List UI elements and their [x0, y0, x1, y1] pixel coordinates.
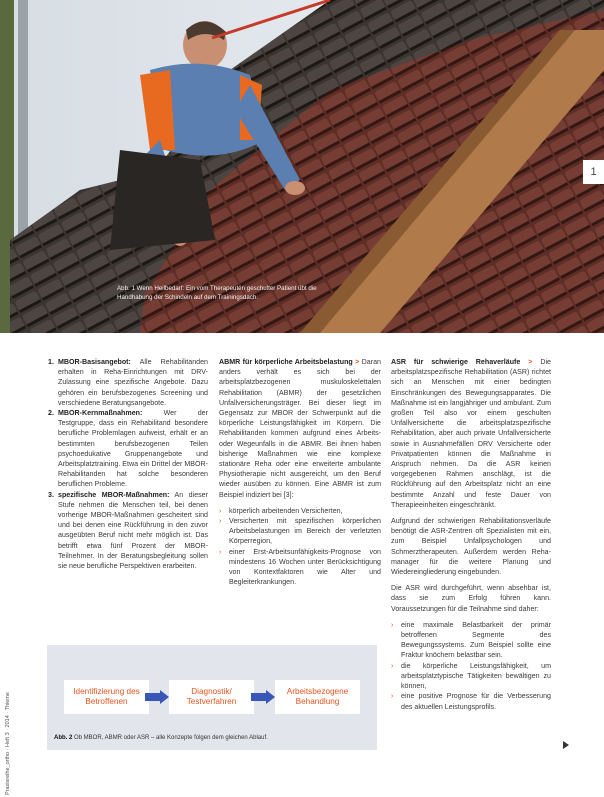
- list-item: [219, 516, 381, 547]
- bullet-arrow-icon: ›: [219, 517, 222, 526]
- list-number: 1.: [48, 358, 54, 366]
- asr-paragraph-2: Aufgrund der schwierigen Rehabilitationsverläufe benötigt die ASR-Zentren oft Spezialisten mit ein, zum Beispiel Unfallpsychologen und Schmerztherapeuten. Außerdem werden Reha-manager für die weitere Planung und Wiedereingliederung eingebunden.: [391, 517, 551, 577]
- list-item-text: Wer der Testgruppe, dass ein Rehabilitand besondere berufliche Problemlagen aufweist, erhält er an bestimmten berufsbezogenen Teilen psychoedukative Gruppenangebote und Arbeitsplatztraining. Etwa ein Drittel der MBOR-Rehabilitanden hat solche besonderen beruflichen Probleme.: [58, 409, 208, 489]
- list-item: [48, 490, 208, 572]
- list-item-text: Alle Rehabilitanden erhalten in Reha-Einrichtungen mit DRV-Zulassung eine spezifische Angebote. Dazu gehören ein berufsbezogenes Screening und verschiedene Beratungsangebote.: [58, 358, 208, 407]
- roofer-photo: [0, 0, 604, 333]
- list-number: 2.: [48, 409, 54, 418]
- roofer-photo-illustration: [0, 0, 604, 333]
- bullet-arrow-icon: ›: [391, 661, 394, 670]
- asr-paragraph-1: Die arbeitsplatzspezifische Rehabilitation (ASR) richtet sich an Menschen mit einer bedingten Einschränkungen des Bewegungsapparates. Die Maßnahme ist ein langjähriger und ambulant. Zum großen Teil also vor einem geschulten Unfallversicherte die arbeitsplatzspezifische Rehabilitation, aber auch private Unfallversicherte sowie in Ausnahmefällen DRV Versicherte oder Privatpatienten können die Maßnahme in Anspruch nehmen. Da die ASR keinen vorgegebenen Rahmen anschlägt, ist die Rückführung auf den Arbeitsplatz nicht an eine bestimmte Anzahl und feste Dauer von Therapieeinheiten eingeschränkt.: [391, 358, 551, 509]
- text-column-3: [391, 357, 551, 712]
- chapter-tab-marker: 1: [583, 160, 604, 184]
- diagram-caption: [54, 735, 268, 741]
- section-arrow-icon: >: [528, 358, 533, 366]
- diagram-caption-label: Abb. 2: [54, 735, 73, 741]
- diagram-arrow-icon: [251, 690, 275, 704]
- asr-paragraph-3: Die ASR wird durchgeführt, wenn absehbar ist, dass sie zum Erfolg führen kann. Voraussetzungen für die Teilnahme sind daher:: [391, 584, 551, 613]
- list-item-text: Versicherten mit spezifischen körperlichen Arbeitsbelastungen im Bereich der verletzten Körperregion,: [229, 517, 381, 546]
- process-diagram: [47, 645, 377, 750]
- list-item-text: An dieser Stufe nehmen die Menschen teil, bei denen vorherige MBOR-Maßnahmen gescheitert sind und bei denen eine Rückführung in den zuvor ausgeübten Beruf nicht mehr möglich ist. Das betrifft etwa fünf Prozent der MBOR-Teilnehmer. In der Beratungsbegleitung sollen sie neue berufliche Perspektiven erarbeiten.: [58, 490, 208, 571]
- list-item: [48, 357, 208, 408]
- list-item-text: eine positive Prognose für die Verbesserung des aktuellen Leistungsprofils.: [401, 692, 551, 711]
- diagram-box-treatment: Arbeitsbezogene Behandlung: [275, 680, 360, 714]
- text-column-1: [48, 357, 208, 571]
- list-item: [391, 620, 551, 661]
- side-credit: Praxisreihe_ortho · Heft 3 · 2014 · Thieme: [5, 692, 11, 795]
- asr-requirements-list: [391, 620, 551, 712]
- list-item-text: eine maximale Belastbarkeit der primär betroffenen Segmente des Bewegungssystems. Zum Beispiel sollte eine Fraktur knöchern belastbar sein.: [401, 620, 551, 660]
- section-heading-abmr: ABMR für körperliche Arbeitsbelastung: [219, 358, 353, 366]
- mbor-levels-list: [48, 357, 208, 571]
- bullet-arrow-icon: ›: [219, 547, 222, 556]
- bullet-arrow-icon: ›: [391, 620, 394, 629]
- section-arrow-icon: >: [355, 358, 360, 366]
- list-item-head: spezifische MBOR-Maßnahmen:: [58, 490, 170, 499]
- bullet-arrow-icon: ›: [391, 692, 394, 701]
- abmr-paragraph: Daran anders verhält es sich bei der arbeitsplatzbezogenen muskuloskelettalen Rehabilitation (ABMR) der gesetzlichen Unfallversicherungsträger. Bei dieser liegt im Gegensatz zur MBOR der Schwerpunkt auf die körperliche Leistungsfähigkeit im Körpern. Die Rehabilitanden kommen aufgrund eines Arbeits- oder Wegeunfalls in die ABMR. Bei ihnen haben bisherige Maßnahmen wie eine komplexe stationäre Reha oder eine erweiterte ambulante Physiotherapie nicht ausgereicht, um den Beruf wieder ausüben zu können. Eine ABMR ist zum Beispiel indiziert bei [3]:: [219, 358, 381, 499]
- list-item-text: einer Erst-Arbeitsunfähigkeits-Prognose von mindestens 16 Wochen unter Berücksichtigung von Kontextfaktoren wie Alter und Begleiterkrankungen.: [229, 547, 381, 587]
- abmr-section: [219, 357, 381, 500]
- list-item: [391, 691, 551, 711]
- list-item: [48, 408, 208, 490]
- list-number: 3.: [48, 490, 54, 499]
- continue-arrow-icon: [563, 741, 569, 749]
- abmr-indication-list: [219, 506, 381, 588]
- list-item-head: MBOR-Basisangebot:: [58, 358, 131, 366]
- diagram-caption-text: Ob MBOR, ABMR oder ASR – alle Konzepte folgen dem gleichen Ablauf.: [72, 735, 268, 741]
- bullet-arrow-icon: ›: [219, 506, 222, 515]
- list-item-head: MBOR-Kernmaßnahmen:: [58, 409, 143, 418]
- text-column-2: [219, 357, 381, 587]
- list-item: [391, 661, 551, 692]
- asr-section: [391, 357, 551, 510]
- diagram-box-diagnostics: Diagnostik/ Testverfahren: [169, 680, 254, 714]
- list-item: [219, 547, 381, 588]
- diagram-box-identification: Identifizierung des Betroffenen: [64, 680, 149, 714]
- photo-caption: [117, 285, 317, 302]
- diagram-arrow-icon: [145, 690, 169, 704]
- section-heading-asr: ASR für schwierige Rehaverläufe: [391, 358, 521, 366]
- photo-caption-text: Abb. 1 Wenn Heilbedarf: Ein vom Therapeuten geschulter Patient übt die Handhabung der Schindeln auf dem Trainingsdach.: [117, 285, 317, 301]
- list-item-text: körperlich arbeitenden Versicherten,: [229, 506, 343, 515]
- list-item: [219, 506, 381, 516]
- list-item-text: die körperliche Leistungsfähigkeit, um arbeitsplatztypische Tätigkeiten bewältigen zu können,: [401, 661, 551, 691]
